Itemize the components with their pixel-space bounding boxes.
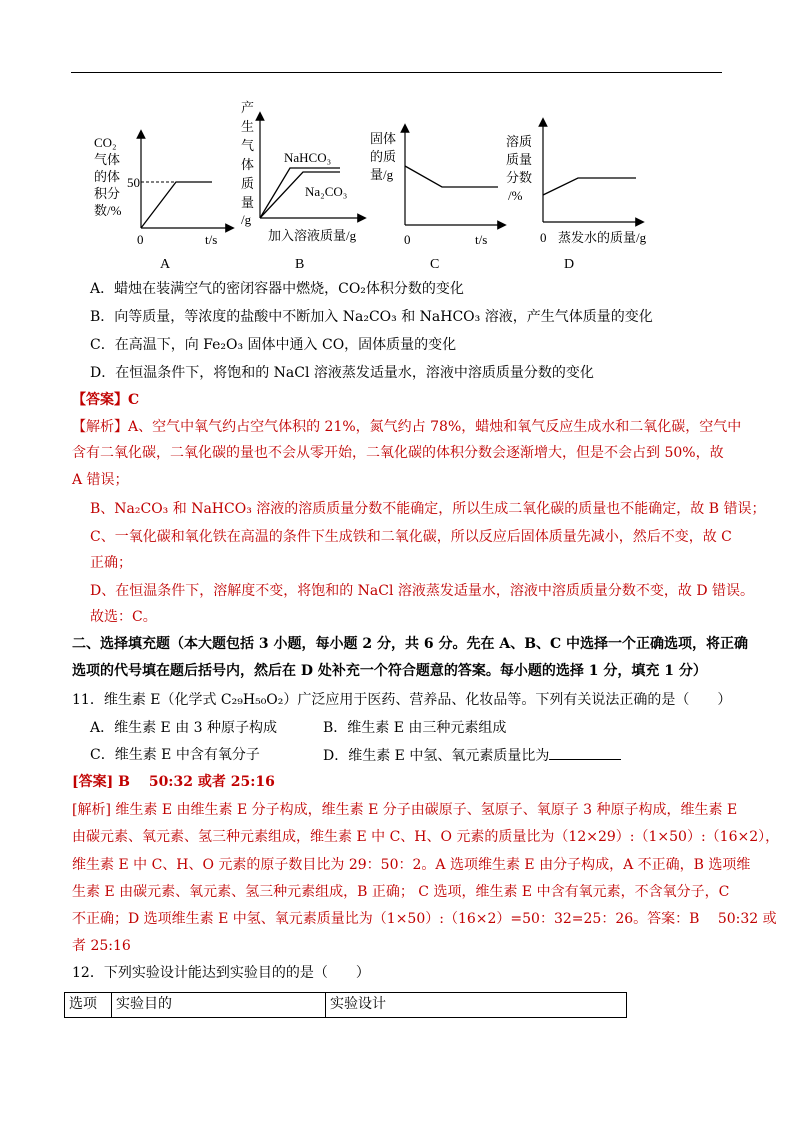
- graph-a-ylabel-3: 的体: [94, 169, 121, 184]
- graph-a: [94, 134, 230, 272]
- q10-option-a: A．蜡烛在装满空气的密闭容器中燃烧，CO₂体积分数的变化: [90, 281, 464, 297]
- q10-option-d: D．在恒温条件下，将饱和的 NaCl 溶液蒸发适量水，溶液中溶质质量分数的变化: [90, 365, 594, 381]
- graph-c-ylabel-3: 量/g: [370, 167, 394, 182]
- section2-heading-line1: 二、选择填充题（本大题包括 3 小题，每小题 2 分，共 6 分。先在 A、B、C 中选择一个正确选项，将正确: [72, 636, 749, 652]
- q11-analysis-line2: 由碳元素、氧元素、氢三种元素组成，维生素 E 中 C、H、O 元素的质量比为（12×29）:（1×50）:（16×2），: [72, 829, 780, 845]
- q11-answer-blank[interactable]: [549, 745, 621, 760]
- graph-b-letter: B: [295, 257, 305, 272]
- graph-c-ylabel-2: 的质: [370, 149, 397, 164]
- graph-b-ylabel-2: 生: [241, 119, 255, 134]
- q11-option-c: C．维生素 E 中含有氧分子: [90, 747, 260, 763]
- q10-analysis-line3: A 错误；: [72, 472, 129, 488]
- graph-b-ylabel-5: 质: [241, 176, 255, 191]
- q10-answer: 【答案】C: [72, 392, 140, 408]
- q10-analysis-line1: 【解析】A、空气中氧气约占空气体积的 21%，氮气约占 78%，蜡烛和氧气反应生成水和二氧化碳，空气中: [72, 419, 742, 435]
- q10-analysis-line5: C、一氧化碳和氧化铁在高温的条件下生成铁和二氧化碳，所以反应后固体质量先减小，然后不变，故 C: [90, 529, 732, 545]
- q10-analysis-line2: 含有二氧化碳，二氧化碳的量也不会从零开始，二氧化碳的体积分数会逐渐增大，但是不会占到 50%，故: [72, 445, 724, 461]
- graph-b-series-na2co3: Na₂CO₃: [305, 184, 348, 199]
- graph-d-xlabel: 蒸发水的质量/g: [558, 230, 647, 245]
- graph-d-ylabel-1: 溶质: [506, 134, 533, 149]
- q10-analysis-line6: 正确；: [90, 555, 132, 571]
- graph-a-ylabel-4: 积分: [94, 186, 121, 201]
- q11-analysis-line3: 维生素 E 中 C、H、O 元素的原子数目比为 29：50：2。A 选项维生素 E 由分子构成，A 不正确，B 选项维: [72, 857, 751, 873]
- graph-a-ylabel-5: 数/%: [94, 203, 122, 218]
- graph-d-curve: [543, 178, 636, 195]
- graph-d-ylabel-4: /%: [508, 188, 523, 203]
- q12-table: [64, 992, 627, 1018]
- graph-a-ylabel-2: 气体: [94, 152, 121, 167]
- graph-d-origin: 0: [540, 230, 547, 245]
- q11-stem: 11．维生素 E（化学式 C₂₉H₅₀O₂）广泛应用于医药、营养品、化妆品等。下列有关说法正确的是（ ）: [72, 692, 732, 708]
- section2-heading-line2: 选项的代号填在题后括号内，然后在 D 处补充一个符合题意的答案。每小题的选择 1 分，填充 1 分）: [72, 663, 707, 679]
- graph-a-xlabel: t/s: [205, 232, 218, 247]
- graph-a-origin: 0: [137, 232, 144, 247]
- graph-b-ylabel-6: 量: [241, 195, 255, 210]
- q11-analysis-line1: [解析] 维生素 E 由维生素 E 分子构成，维生素 E 分子由碳原子、氢原子、氧原子 3 种原子构成，维生素 E: [72, 802, 738, 818]
- q11-analysis-line6: 者 25:16: [72, 938, 131, 954]
- graph-a-ylabel-1: CO₂: [94, 135, 117, 150]
- graph-c-letter: C: [430, 257, 440, 272]
- graph-b-ylabel-3: 气: [241, 138, 255, 153]
- graph-a-curve: [141, 182, 212, 228]
- graph-a-ytick-50: 50: [127, 175, 140, 190]
- graph-c-xlabel: t/s: [475, 232, 488, 247]
- q10-analysis-line8: 故选：C。: [90, 609, 157, 625]
- graph-b-xlabel: 加入溶液质量/g: [268, 228, 357, 243]
- graph-a-letter: A: [160, 257, 171, 272]
- graph-b-ylabel-4: 体: [241, 157, 255, 172]
- q11-analysis-line4: 生素 E 由碳元素、氧元素、氢三种元素组成，B 正确； C 选项，维生素 E 中含有氧元素，不含氧分子，C: [72, 884, 730, 900]
- graph-b-ylabel-7: /g: [241, 212, 252, 227]
- graph-b-series-nahco3: NaHCO₃: [284, 150, 332, 165]
- graph-d-ylabel-2: 质量: [506, 152, 533, 167]
- graph-c: [370, 128, 502, 272]
- q11-option-a: A．维生素 E 由 3 种原子构成: [90, 720, 278, 736]
- q11-option-b: B．维生素 E 由三种元素组成: [323, 720, 507, 736]
- graph-d-ylabel-3: 分数: [506, 170, 533, 185]
- graph-b-ylabel-1: 产: [241, 100, 255, 115]
- q12-stem: 12．下列实验设计能达到实验目的的是（ ）: [72, 965, 370, 981]
- q12-col-design: 实验设计: [326, 993, 627, 1018]
- q11-option-d-wrap: [323, 745, 621, 766]
- graph-d: [506, 122, 647, 272]
- q12-col-purpose: 实验目的: [112, 993, 326, 1018]
- q10-analysis-line7: D、在恒温条件下，溶解度不变，将饱和的 NaCl 溶液蒸发适量水，溶液中溶质质量分数不变，故 D 错误。: [90, 583, 755, 599]
- graph-c-ylabel-1: 固体: [370, 131, 397, 146]
- graph-c-curve: [405, 166, 498, 187]
- q11-answer: [答案] B 50:32 或者 25:16: [72, 774, 275, 790]
- q10-option-b: B．向等质量，等浓度的盐酸中不断加入 Na₂CO₃ 和 NaHCO₃ 溶液，产生气体质量的变化: [90, 309, 653, 325]
- q10-option-c: C．在高温下，向 Fe₂O₃ 固体中通入 CO，固体质量的变化: [90, 337, 457, 353]
- q11-option-d: D．维生素 E 中氢、氧元素质量比为: [323, 748, 550, 764]
- graph-b: [241, 100, 362, 272]
- graph-d-letter: D: [564, 257, 575, 272]
- q12-table-header-row: [65, 993, 627, 1018]
- q12-col-option: 选项: [65, 993, 112, 1018]
- q10-analysis-line4: B、Na₂CO₃ 和 NaHCO₃ 溶液的溶质质量分数不能确定，所以生成二氧化碳的质量也不能确定，故 B 错误；: [90, 501, 766, 517]
- figure-graphs: [0, 0, 793, 280]
- q11-analysis-line5: 不正确；D 选项维生素 E 中氢、氧元素质量比为（1×50）:（16×2）=50：32=25：26。答案：B 50:32 或: [72, 911, 777, 927]
- graph-c-origin: 0: [404, 232, 411, 247]
